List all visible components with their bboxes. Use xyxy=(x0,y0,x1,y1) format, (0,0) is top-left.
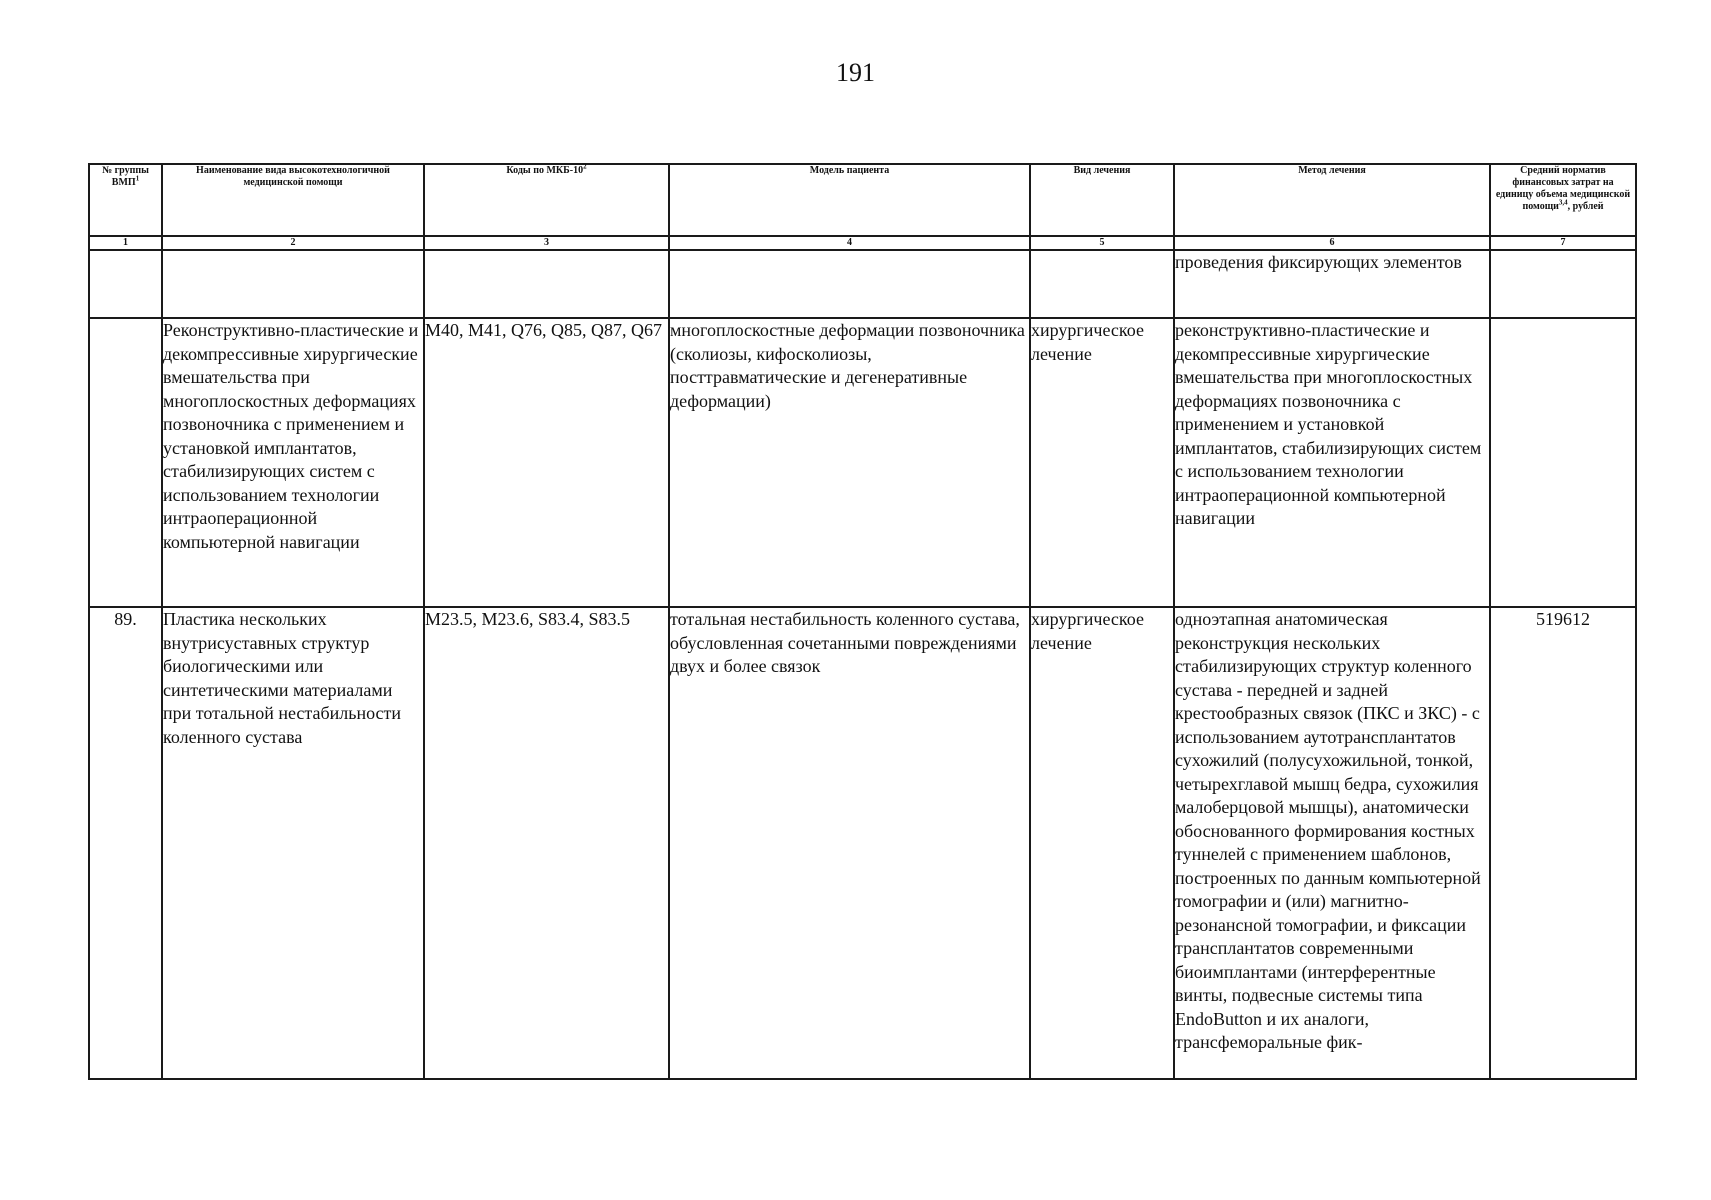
table-row xyxy=(89,607,1636,1079)
medical-care-table xyxy=(88,163,1637,1080)
column-number: 1 xyxy=(89,236,162,250)
cell-treatment-type: хирургическое лечение xyxy=(1030,318,1174,607)
column-number: 4 xyxy=(669,236,1030,250)
cell-group-number xyxy=(89,318,162,607)
header-care-type-name: Наименование вида высокотехнологичной медицинской помощи xyxy=(162,164,424,236)
cell-treatment-type: хирургическое лечение xyxy=(1030,607,1174,1079)
cell-patient-model: тотальная нестабильность коленного сустава, обусловленная сочетанными повреждениями двух и более связок xyxy=(669,607,1030,1079)
cell-group-number xyxy=(89,250,162,318)
header-treatment-method: Метод лечения xyxy=(1174,164,1490,236)
cell-icd-codes xyxy=(424,250,669,318)
cell-treatment-method: реконструктивно-пластические и декомпрессивные хирургические вмешательства при многоплоскостных деформациях позвоночника с применением и установкой имплантатов, стабилизирующих систем с использованием технологии интраоперационной компьютерной навигации xyxy=(1174,318,1490,607)
cell-care-type-name: Пластика нескольких внутрисуставных структур биологическими или синтетическими материалами при тотальной нестабильности коленного сустава xyxy=(162,607,424,1079)
header-treatment-type: Вид лечения xyxy=(1030,164,1174,236)
header-patient-model: Модель пациента xyxy=(669,164,1030,236)
cell-treatment-type xyxy=(1030,250,1174,318)
column-number: 6 xyxy=(1174,236,1490,250)
column-number: 2 xyxy=(162,236,424,250)
header-average-cost: Средний норматив финансовых затрат на единицу объема медицинской помощи$^{3,4}$, рублей xyxy=(1490,164,1636,236)
cell-patient-model: многоплоскостные деформации позвоночника (сколиозы, кифосколиозы, посттравматические и дегенеративные деформации) xyxy=(669,318,1030,607)
page-number: 191 xyxy=(836,58,875,87)
column-number: 5 xyxy=(1030,236,1174,250)
cell-icd-codes: M23.5, M23.6, S83.4, S83.5 xyxy=(424,607,669,1079)
cell-patient-model xyxy=(669,250,1030,318)
column-number-row xyxy=(89,236,1636,250)
cell-icd-codes: M40, M41, Q76, Q85, Q87, Q67 xyxy=(424,318,669,607)
header-icd-codes: Коды по МКБ-$10^2$ xyxy=(424,164,669,236)
table-row xyxy=(89,318,1636,607)
table-row xyxy=(89,250,1636,318)
cell-care-type-name: Реконструктивно-пластические и декомпрессивные хирургические вмешательства при многоплоскостных деформациях позвоночника с применением и установкой имплантатов, стабилизирующих систем с использованием технологии интраоперационной компьютерной навигации xyxy=(162,318,424,607)
column-number: 3 xyxy=(424,236,669,250)
column-number: 7 xyxy=(1490,236,1636,250)
cell-care-type-name xyxy=(162,250,424,318)
cell-average-cost: 519612 xyxy=(1490,607,1636,1079)
cell-average-cost xyxy=(1490,250,1636,318)
cell-treatment-method: проведения фиксирующих элементов xyxy=(1174,250,1490,318)
cell-group-number: 89. xyxy=(89,607,162,1079)
cell-treatment-method: одноэтапная анатомическая реконструкция нескольких стабилизирующих структур коленного сустава - передней и задней крестообразных связок (ПКС и ЗКС) - с использованием аутотрансплантатов сухожилий (полусухожильной, тонкой, четырехглавой мышц бедра, сухожилия малоберцовой мышцы), анатомически обоснованного формирования костных туннелей с применением шаблонов, построенных по данным компьютерной томографии и (или) магнитно-резонансной томографии, и фиксации трансплантатов современными биоимплантами (интерферентные винты, подвесные системы типа EndoButton и их аналоги, трансфеморальные фик- xyxy=(1174,607,1490,1079)
header-row xyxy=(89,164,1636,236)
cell-average-cost xyxy=(1490,318,1636,607)
header-group-number: № группы ВМП$^1$ xyxy=(89,164,162,236)
